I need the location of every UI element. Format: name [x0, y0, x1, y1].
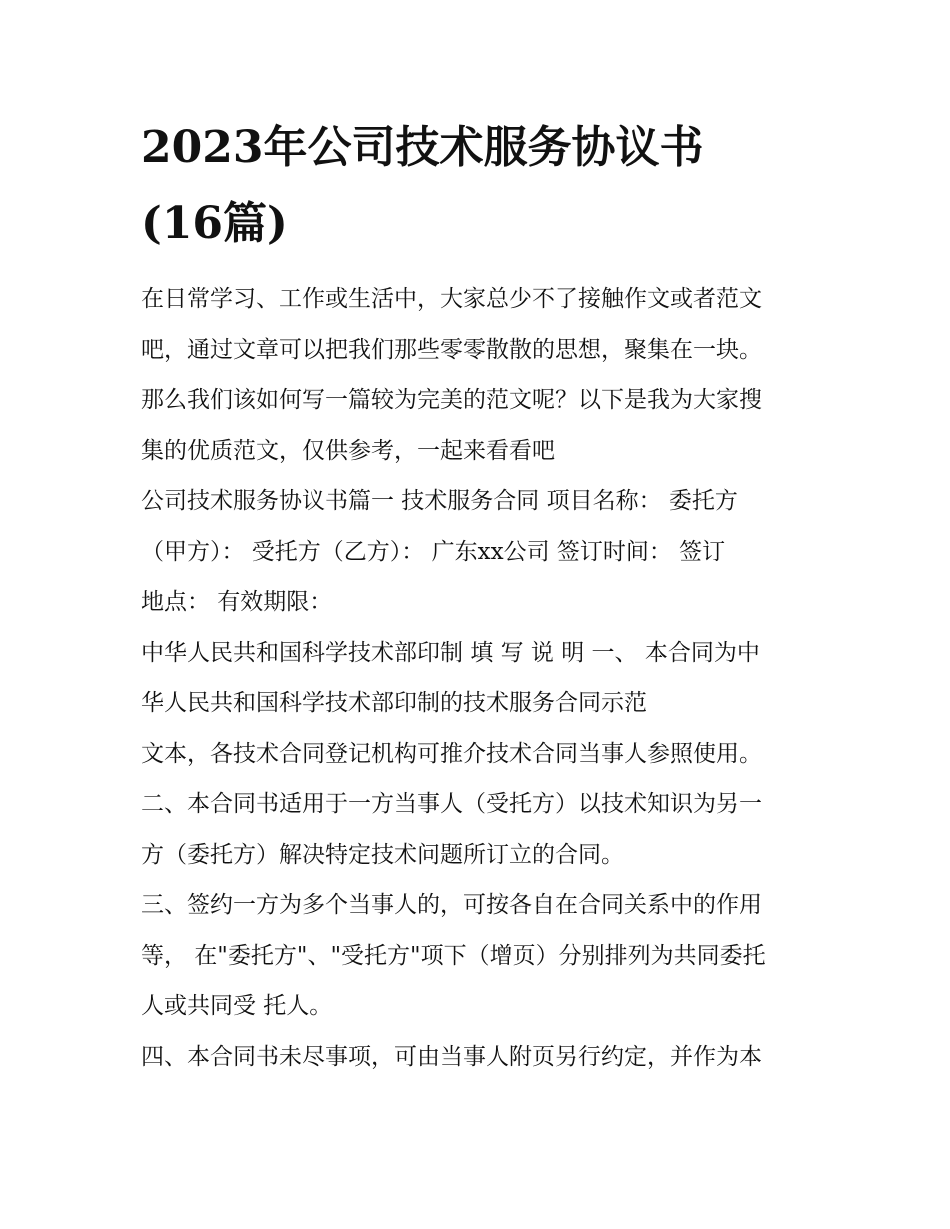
document-body [141, 110, 816, 1082]
text-line: 二、本合同书适用于一方当事人（受托方）以技术知识为另一 [141, 791, 762, 817]
text-line: （甲方）： 受托方（乙方）： 广东xx公司 签订时间： 签订 [141, 538, 726, 565]
document-title [141, 110, 816, 262]
instructions-paragraph-1-continued [141, 729, 816, 780]
title-line: (16篇) [141, 198, 288, 249]
text-line: 方（委托方）解决特定技术问题所订立的合同。 [141, 841, 624, 868]
text-line: 集的优质范文，仅供参考，一起来看看吧 [141, 437, 555, 464]
text-line: 吧，通过文章可以把我们那些零零散散的思想，聚集在一块。 [141, 336, 762, 363]
text-line: 公司技术服务协议书篇一 技术服务合同 项目名称： 委托方 [141, 488, 738, 514]
text-line: 中华人民共和国科学技术部印制 填 写 说 明 一、 本合同为中 [141, 639, 760, 666]
text-line: 华人民共和国科学技术部印制的技术服务合同示范 [141, 690, 647, 716]
text-line: 四、本合同书未尽事项，可由当事人附页另行约定，并作为本 [141, 1043, 762, 1070]
intro-paragraph [141, 274, 816, 476]
instructions-paragraph-4 [141, 1032, 816, 1083]
instructions-paragraph-2 [141, 779, 816, 880]
contract-header-paragraph [141, 476, 816, 628]
text-line: 三、签约一方为多个当事人的，可按各自在合同关系中的作用 [141, 892, 762, 918]
instructions-paragraph-1 [141, 628, 816, 729]
text-line: 那么我们该如何写一篇较为完美的范文呢？以下是我为大家搜 [141, 387, 762, 413]
text-line: 等， 在"委托方"、"受托方"项下（增页）分别排列为共同委托 [141, 942, 766, 969]
text-line: 在日常学习、工作或生活中，大家总少不了接触作文或者范文 [141, 286, 762, 312]
text-line: 人或共同受 托人。 [141, 993, 333, 1019]
text-line: 地点： 有效期限： [141, 589, 333, 615]
instructions-paragraph-3 [141, 880, 816, 1032]
text-line: 文本，各技术合同登记机构可推介技术合同当事人参照使用。 [141, 740, 762, 767]
title-line: 2023年公司技术服务协议书 [141, 122, 704, 173]
